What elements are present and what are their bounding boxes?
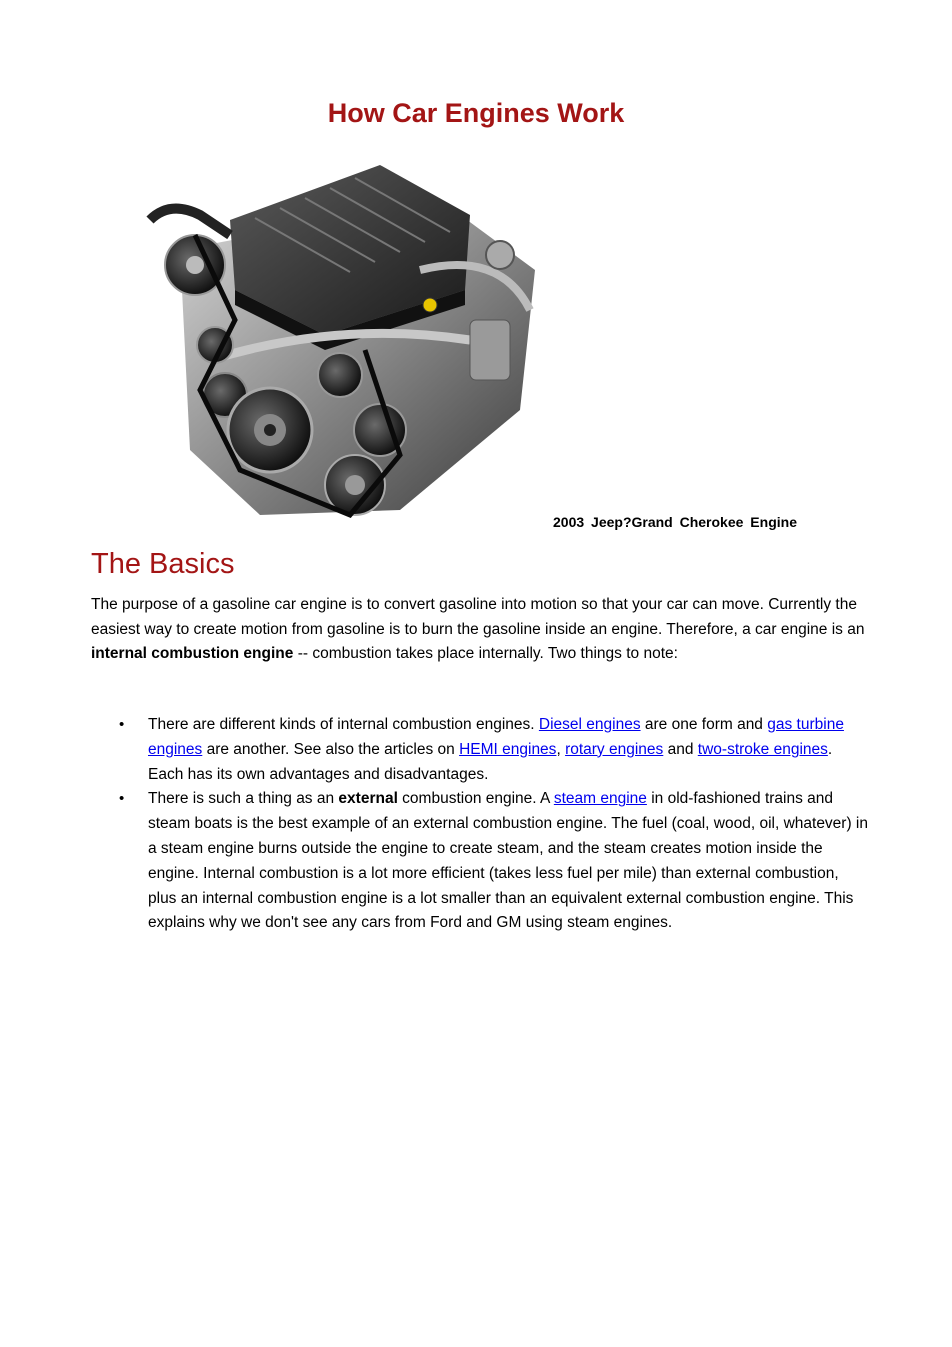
bullet-1-text-2: are one form and	[640, 716, 768, 733]
intro-bold-term: internal combustion engine	[91, 645, 294, 662]
intro-text-2: -- combustion takes place internally. Two things to note:	[293, 645, 678, 662]
bullet-2-text-3: in old-fashioned trains and steam boats is the best example of an external combustion engine. The fuel (coal, wood, oil, whatever) in a steam engine burns outside the engine to create steam, and the steam creates motion inside the engine. Internal combustion is a lot more efficient (takes less fuel per mile) than external combustion, plus an internal combustion engine is a lot smaller than an equivalent external combustion engine. This explains why we don't see any cars from Ford and GM using steam engines.	[148, 790, 869, 932]
bullet-icon: •	[119, 790, 125, 808]
link-gas-turbine-engines[interactable]: gas turbine engines	[148, 716, 844, 758]
page-title: How Car Engines Work	[327, 98, 625, 128]
intro-text-1: The purpose of a gasoline car engine is to convert gasoline into motion so that your car can move. Currently the easiest way to create motion from gasoline is to burn the gasoline inside an engine. Therefore, a car engine is an	[91, 596, 865, 638]
list-item	[119, 787, 869, 936]
bullet-icon: •	[119, 716, 125, 733]
notes-list	[119, 713, 869, 936]
list-item	[119, 713, 868, 787]
figure-caption: 2003 Jeep?Grand Cherokee Engine	[553, 514, 797, 530]
section-heading: The Basics	[91, 548, 235, 580]
link-steam-engine[interactable]: steam engine	[553, 790, 647, 808]
bullet-1-text-5: and	[663, 740, 698, 758]
link-hemi-engines[interactable]: HEMI engines	[459, 740, 557, 758]
bullet-2-bold: external	[338, 790, 398, 808]
bullet-1-text-4: ,	[556, 740, 566, 758]
bullet-2-text-2: combustion engine. A	[397, 790, 554, 808]
link-diesel-engines[interactable]: Diesel engines	[538, 716, 641, 733]
engine-photo	[140, 160, 545, 525]
bullet-1-text-6: . Each has its own advantages and disadvantages.	[148, 740, 833, 783]
bullet-2-text-1: There is such a thing as an	[148, 790, 339, 808]
intro-paragraph	[91, 593, 871, 667]
link-rotary-engines[interactable]: rotary engines	[565, 740, 664, 758]
bullet-1-text-3: are another. See also the articles on	[202, 740, 460, 758]
link-two-stroke-engines[interactable]: two-stroke engines	[697, 740, 828, 758]
bullet-1-text-1: There are different kinds of internal combustion engines.	[148, 716, 539, 733]
